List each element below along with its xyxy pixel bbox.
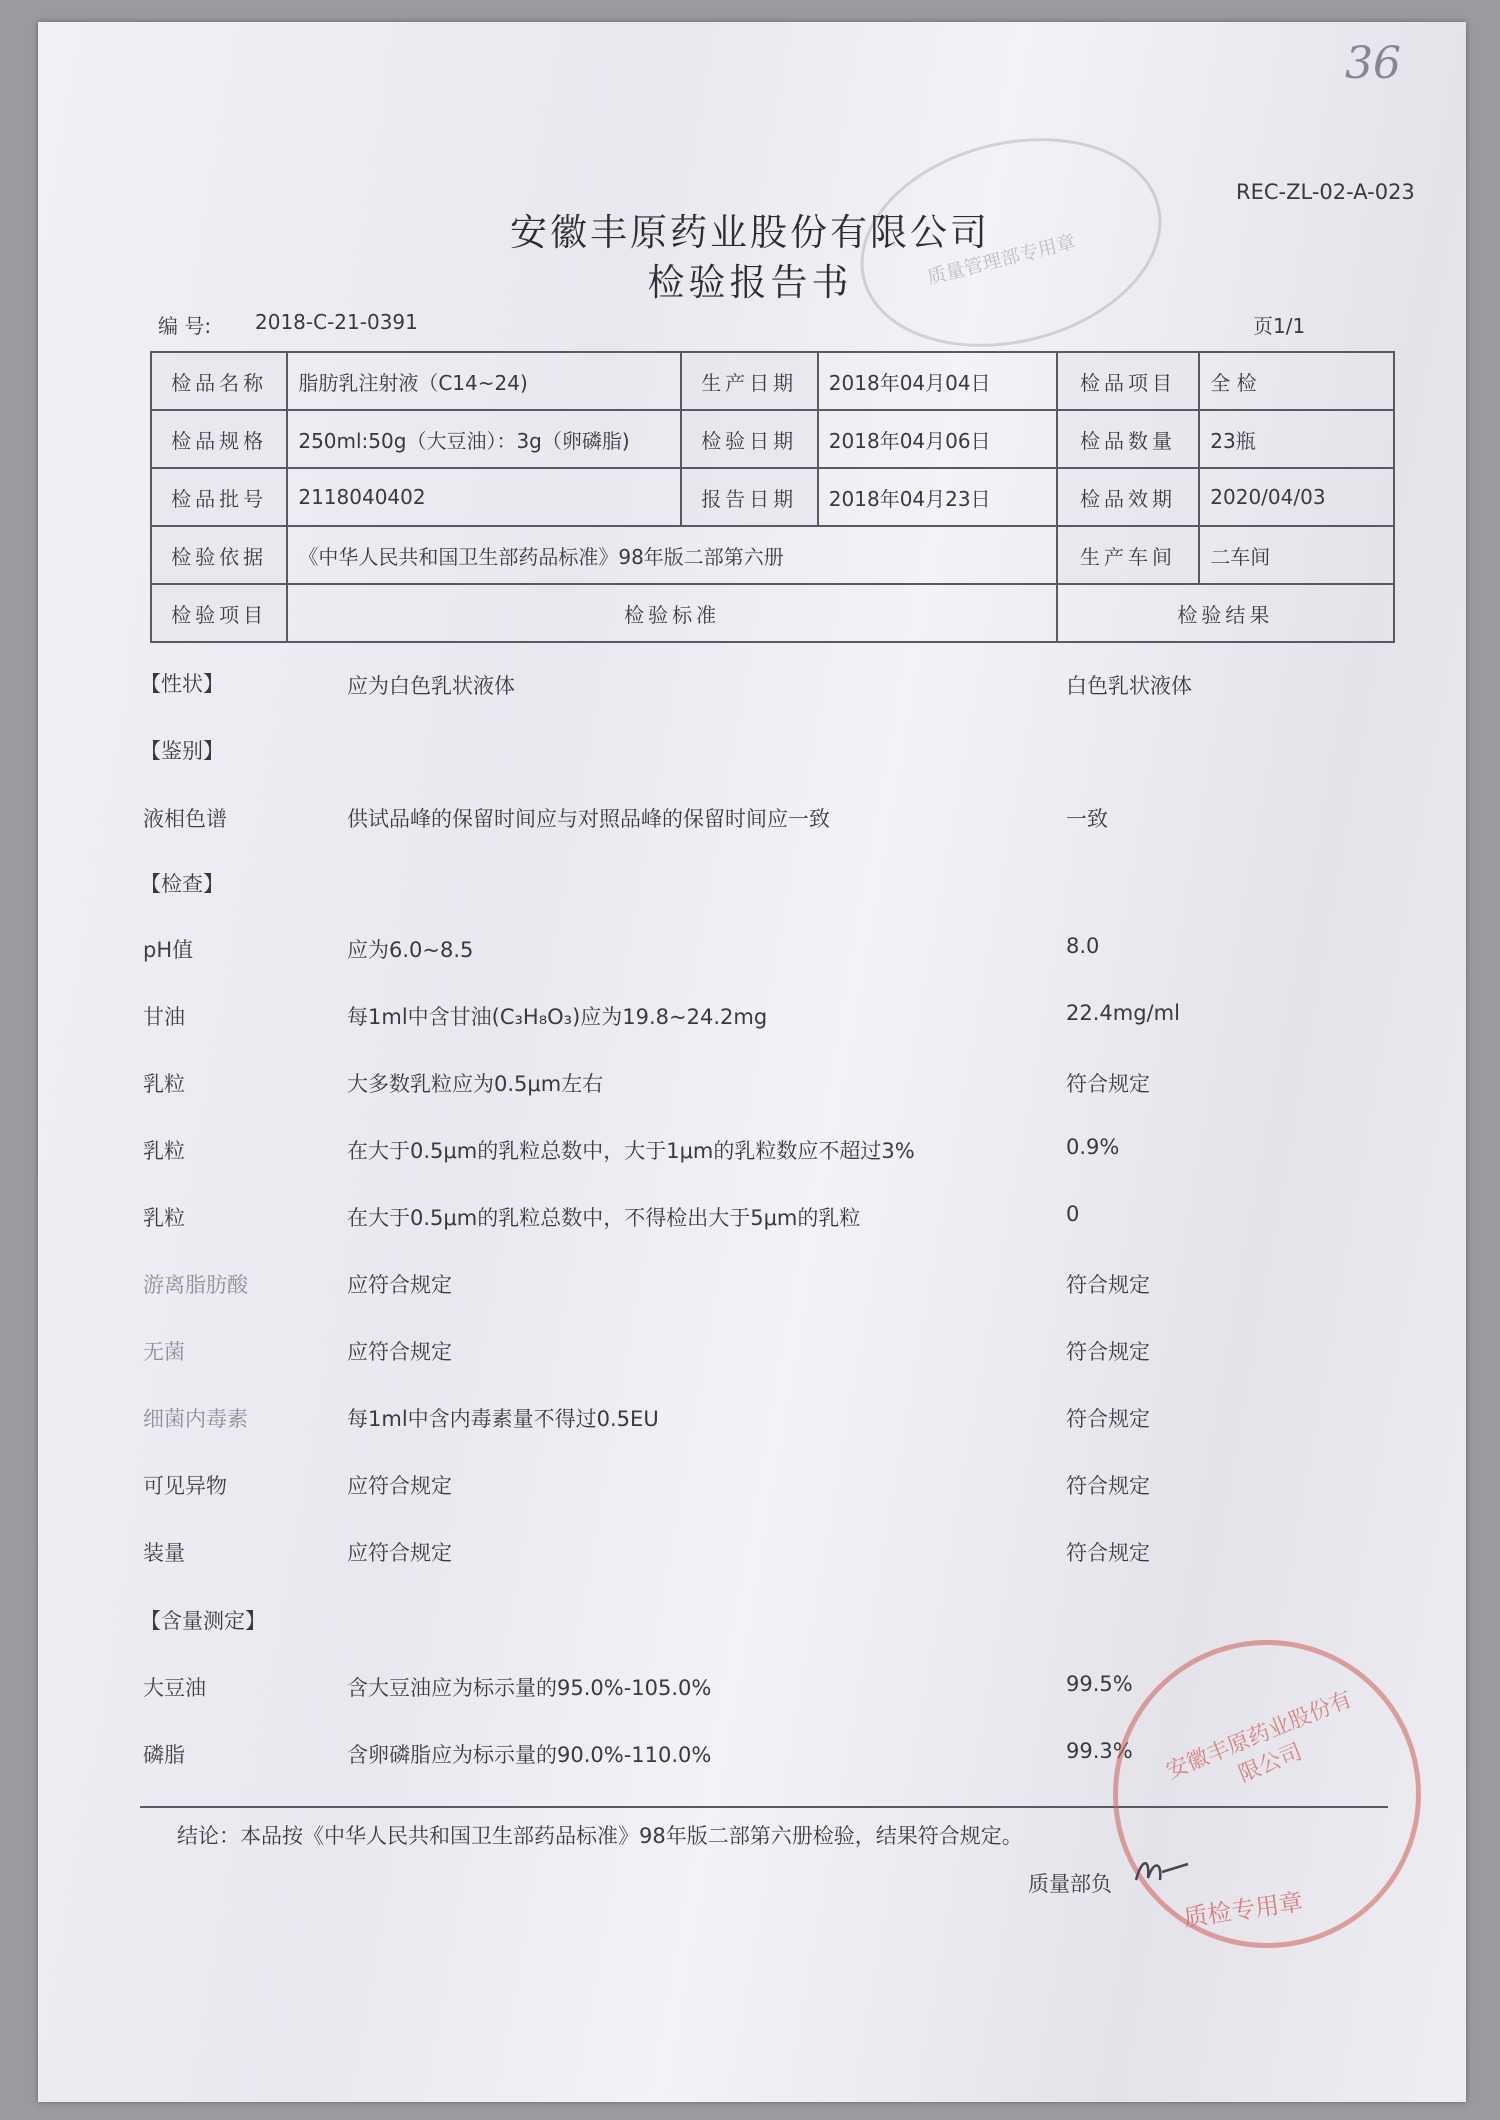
section-appearance: 【性状】 (140, 672, 224, 696)
row-item: 乳粒 (143, 1139, 185, 1163)
row-result: 符合规定 (1066, 1407, 1150, 1431)
faint-stamp-text: 质量管理部专用章 (924, 230, 1078, 290)
serial-number: 2018-C-21-0391 (255, 310, 418, 334)
mfg-date-label: 生产日期 (681, 352, 818, 410)
result-row (0, 1464, 1500, 1504)
report-title: 检验报告书 (647, 261, 853, 304)
expiry-label: 检品效期 (1057, 468, 1199, 526)
row-item: 磷脂 (143, 1743, 185, 1767)
spec: 250ml:50g（大豆油）：3g（卵磷脂) (287, 410, 680, 468)
batch-label: 检品批号 (151, 468, 287, 526)
row-result: 99.5% (1066, 1672, 1133, 1696)
workshop-label: 生产车间 (1057, 526, 1199, 584)
row-standard: 应为6.0~8.5 (347, 938, 474, 962)
row-result: 符合规定 (1066, 1474, 1150, 1498)
basis-label: 检验依据 (151, 526, 287, 584)
row-result: 0 (1066, 1202, 1080, 1226)
result-row (0, 1531, 1500, 1571)
test-basis: 《中华人民共和国卫生部药品标准》98年版二部第六册 (287, 526, 1056, 584)
row-standard: 应符合规定 (347, 1340, 452, 1364)
test-items: 全 检 (1199, 352, 1394, 410)
row-result: 22.4mg/ml (1066, 1001, 1180, 1025)
result-row (0, 797, 1500, 837)
test-items-label: 检品项目 (1057, 352, 1199, 410)
result-row (0, 1196, 1500, 1236)
row-item: 无菌 (143, 1340, 185, 1364)
expiry: 2020/04/03 (1199, 468, 1394, 526)
header-table (150, 351, 1395, 643)
result-row (0, 928, 1500, 968)
row-item: 甘油 (143, 1005, 185, 1029)
row-result: 一致 (1066, 807, 1108, 831)
quantity-label: 检品数量 (1057, 410, 1199, 468)
report-date-label: 报告日期 (681, 468, 818, 526)
result-row (0, 1330, 1500, 1370)
spec-label: 检品规格 (151, 410, 287, 468)
batch-number: 2118040402 (287, 468, 680, 526)
row-result: 99.3% (1066, 1739, 1133, 1763)
row-item: 乳粒 (143, 1072, 185, 1096)
workshop: 二车间 (1199, 526, 1394, 584)
company-name: 安徽丰原药业股份有限公司 (510, 211, 990, 254)
mfg-date: 2018年04月04日 (818, 352, 1057, 410)
result-row (0, 1062, 1500, 1102)
product-name-label: 检品名称 (151, 352, 287, 410)
result-row (0, 1263, 1500, 1303)
row-standard: 在大于0.5μm的乳粒总数中，不得检出大于5μm的乳粒 (347, 1206, 861, 1230)
result-row (0, 664, 1500, 704)
report-date: 2018年04月23日 (818, 468, 1057, 526)
row-item: 装量 (143, 1541, 185, 1565)
document-code: REC-ZL-02-A-023 (1236, 180, 1415, 204)
row-result: 符合规定 (1066, 1072, 1150, 1096)
quantity: 23瓶 (1199, 410, 1394, 468)
row-standard: 在大于0.5μm的乳粒总数中，大于1μm的乳粒数应不超过3% (347, 1139, 915, 1163)
test-date: 2018年04月06日 (818, 410, 1057, 468)
column-header-item: 检验项目 (151, 584, 287, 642)
row-standard: 每1ml中含甘油(C₃H₈O₃)应为19.8~24.2mg (347, 1005, 768, 1029)
row-result: 符合规定 (1066, 1541, 1150, 1565)
row-standard: 每1ml中含内毒素量不得过0.5EU (347, 1407, 659, 1431)
row-standard: 应符合规定 (347, 1541, 452, 1565)
row-standard: 含大豆油应为标示量的95.0%-105.0% (347, 1676, 712, 1700)
row-result: 白色乳状液体 (1066, 674, 1192, 698)
serial-label: 编 号: (158, 314, 212, 338)
row-standard: 含卵磷脂应为标示量的90.0%-110.0% (347, 1743, 712, 1767)
row-standard: 应符合规定 (347, 1273, 452, 1297)
row-item: 细菌内毒素 (143, 1407, 248, 1431)
row-item: 大豆油 (143, 1676, 206, 1700)
result-row (0, 1129, 1500, 1169)
column-header-standard: 检验标准 (287, 584, 1056, 642)
row-result: 0.9% (1066, 1135, 1120, 1159)
row-result: 8.0 (1066, 934, 1100, 958)
row-item: 液相色谱 (143, 807, 227, 831)
row-item: 游离脂肪酸 (143, 1273, 248, 1297)
seal-bottom-text: 质检专用章 (1181, 1887, 1305, 1933)
row-item: 乳粒 (143, 1206, 185, 1230)
product-name: 脂肪乳注射液（C14~24) (287, 352, 680, 410)
test-date-label: 检验日期 (681, 410, 818, 468)
row-standard: 应符合规定 (347, 1474, 452, 1498)
column-header-result: 检验结果 (1057, 584, 1394, 642)
row-item: pH值 (143, 938, 194, 962)
qa-signature-label: 质量部负 (1028, 1872, 1112, 1896)
section-inspection: 【检查】 (140, 872, 224, 896)
section-assay: 【含量测定】 (140, 1609, 266, 1633)
conclusion: 结论：本品按《中华人民共和国卫生部药品标准》98年版二部第六册检验，结果符合规定。 (177, 1824, 1023, 1848)
page-indicator: 页1/1 (1253, 314, 1306, 338)
row-standard: 应为白色乳状液体 (347, 674, 515, 698)
section-identification: 【鉴别】 (140, 739, 224, 763)
row-item: 可见异物 (143, 1474, 227, 1498)
result-row (0, 1397, 1500, 1437)
row-result: 符合规定 (1066, 1273, 1150, 1297)
handwritten-page-number: 36 (1345, 38, 1401, 89)
handwritten-signature (1132, 1850, 1192, 1890)
seal-text: 安徽丰原药业股份有限公司 (1162, 1686, 1356, 1788)
row-result: 符合规定 (1066, 1340, 1150, 1364)
row-standard: 大多数乳粒应为0.5μm左右 (347, 1072, 604, 1096)
row-standard: 供试品峰的保留时间应与对照品峰的保留时间应一致 (347, 807, 830, 831)
result-row (0, 995, 1500, 1035)
